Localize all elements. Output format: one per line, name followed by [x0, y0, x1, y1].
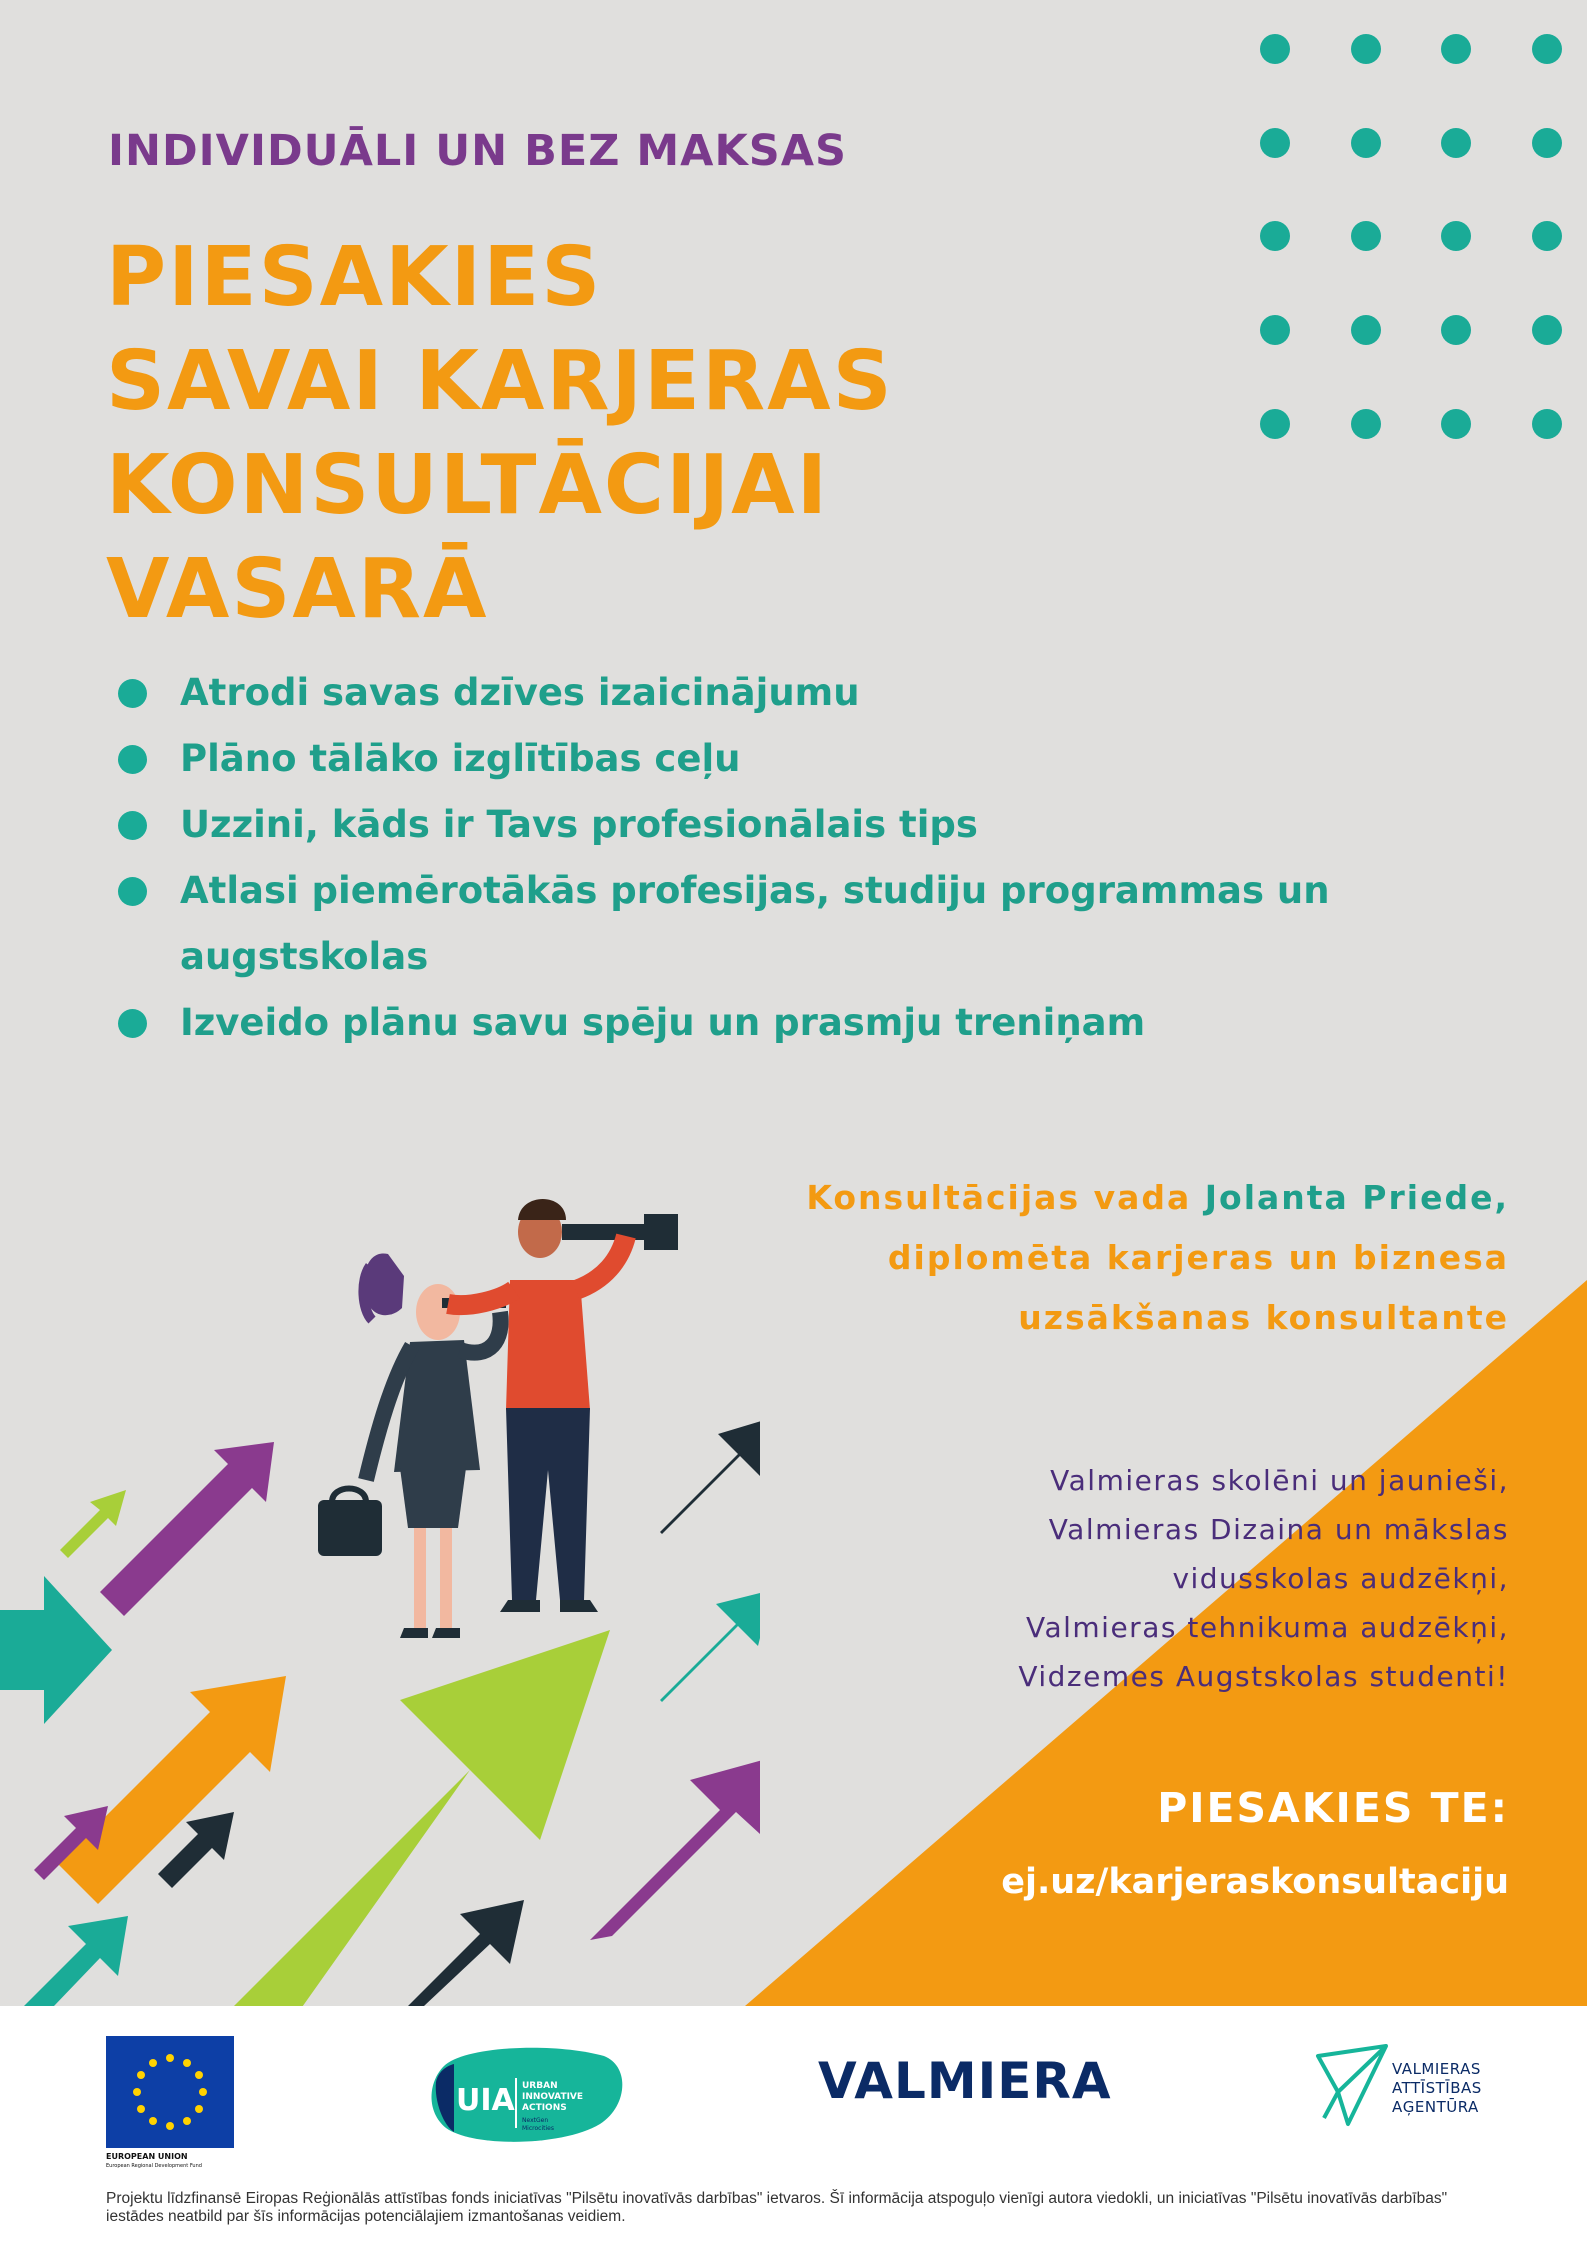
benefit-text: Atlasi piemērotākās profesijas, studiju programmas un augstskolas [180, 869, 1330, 978]
audience-list [689, 1456, 1509, 1701]
benefit-text: Atrodi savas dzīves izaicinājumu [180, 671, 860, 714]
grid-dot [1260, 128, 1290, 158]
grid-dot [1260, 34, 1290, 64]
headline-line: SAVAI KARJERAS [106, 334, 894, 429]
vaa-line: VALMIERAS [1392, 2060, 1481, 2078]
footer [0, 2006, 1587, 2245]
vaa-label [1392, 2060, 1482, 2117]
benefit-item [118, 858, 1418, 990]
eu-flag-icon [106, 2036, 234, 2148]
uia-line: INNOVATIVE [522, 2092, 584, 2102]
vaa-line: ATTĪSTĪBAS [1392, 2079, 1482, 2097]
arrow-dark-bottom [408, 1900, 524, 2006]
uia-logo [424, 2042, 630, 2152]
eu-label: EUROPEAN UNION [106, 2152, 188, 2161]
audience-line: Valmieras Dizaina un mākslas [1048, 1513, 1509, 1546]
arrow-green-small [60, 1490, 126, 1558]
audience-line: Vidzemes Augstskolas studenti! [1018, 1660, 1509, 1693]
grid-dot [1532, 409, 1562, 439]
uia-line: ACTIONS [522, 2103, 567, 2113]
audience-line: Valmieras skolēni un jaunieši, [1050, 1464, 1509, 1497]
uia-project: NextGen [522, 2117, 549, 2124]
vaa-paper-plane-icon [1314, 2042, 1390, 2128]
dot-grid-decoration [1245, 24, 1575, 444]
headline-line: VASARĀ [106, 542, 489, 637]
arrow-purple-1 [100, 1442, 274, 1616]
benefit-item [118, 792, 1418, 858]
benefit-text: Izveido plānu savu spēju un prasmju treniņam [180, 1001, 1146, 1044]
grid-dot [1441, 128, 1471, 158]
valmiera-logo: VALMIERA [818, 2052, 1112, 2110]
vaa-line: AĢENTŪRA [1392, 2098, 1479, 2116]
signup-link[interactable]: ej.uz/karjeraskonsultaciju [1001, 1862, 1509, 1902]
bullet-dot-icon [118, 679, 147, 708]
funding-disclaimer: Projektu līdzfinansē Eiropas Reģionālās attīstības fonds iniciatīvas "Pilsētu inovatīvās darbības" ietvaros. Šī informācija atspoguļo vienīgi autora viedokli, un iniciatīvas "Pilsētu inovatīvās darbības" iestādes neatbild par šīs informācijas potenciālajiem izmantošanas veidiem. [106, 2190, 1448, 2225]
grid-dot [1351, 34, 1381, 64]
grid-dot [1532, 315, 1562, 345]
grid-dot [1532, 128, 1562, 158]
arrow-teal-left [0, 1576, 112, 1724]
headline [106, 226, 894, 642]
grid-dot [1260, 409, 1290, 439]
benefit-list [118, 660, 1418, 1056]
bullet-dot-icon [118, 877, 147, 906]
grid-dot [1351, 315, 1381, 345]
grid-dot [1441, 221, 1471, 251]
grid-dot [1532, 221, 1562, 251]
consultant-name: Jolanta Priede, [1204, 1178, 1509, 1217]
consultant-info [609, 1168, 1509, 1348]
benefit-item [118, 990, 1418, 1056]
kicker-text: INDIVIDUĀLI UN BEZ MAKSAS [108, 126, 847, 176]
consultant-line-3: uzsākšanas konsultante [1018, 1298, 1509, 1337]
grid-dot [1441, 409, 1471, 439]
eu-sublabel: European Regional Development Fund [106, 2163, 202, 2169]
consultant-line-2: diplomēta karjeras un biznesa [887, 1238, 1509, 1277]
headline-line: PIESAKIES [106, 230, 603, 325]
bullet-dot-icon [118, 1009, 147, 1038]
uia-project: Microcities [522, 2125, 554, 2132]
arrow-purple-big [590, 1758, 760, 1940]
uia-line: URBAN [522, 2081, 558, 2091]
benefit-item [118, 726, 1418, 792]
grid-dot [1260, 221, 1290, 251]
audience-line: vidusskolas audzēkņi, [1172, 1562, 1509, 1595]
arrow-teal-bottom [24, 1916, 128, 2006]
benefit-text: Plāno tālāko izglītības ceļu [180, 737, 741, 780]
benefit-text: Uzzini, kāds ir Tavs profesionālais tips [180, 803, 978, 846]
uia-short-text: UIA [456, 2083, 515, 2118]
consultant-line-1 [609, 1168, 1509, 1228]
bullet-dot-icon [118, 745, 147, 774]
grid-dot [1351, 221, 1381, 251]
grid-dot [1351, 409, 1381, 439]
grid-dot [1260, 315, 1290, 345]
cta-label: PIESAKIES TE: [1157, 1784, 1509, 1832]
headline-line: KONSULTĀCIJAI [106, 438, 830, 533]
grid-dot [1532, 34, 1562, 64]
audience-line: Valmieras tehnikuma audzēkņi, [1025, 1611, 1509, 1644]
arrow-green-big [230, 1630, 610, 2006]
grid-dot [1441, 34, 1471, 64]
consultant-lead: Konsultācijas vada [806, 1178, 1192, 1217]
grid-dot [1351, 128, 1381, 158]
grid-dot [1441, 315, 1471, 345]
bullet-dot-icon [118, 811, 147, 840]
benefit-item [118, 660, 1418, 726]
